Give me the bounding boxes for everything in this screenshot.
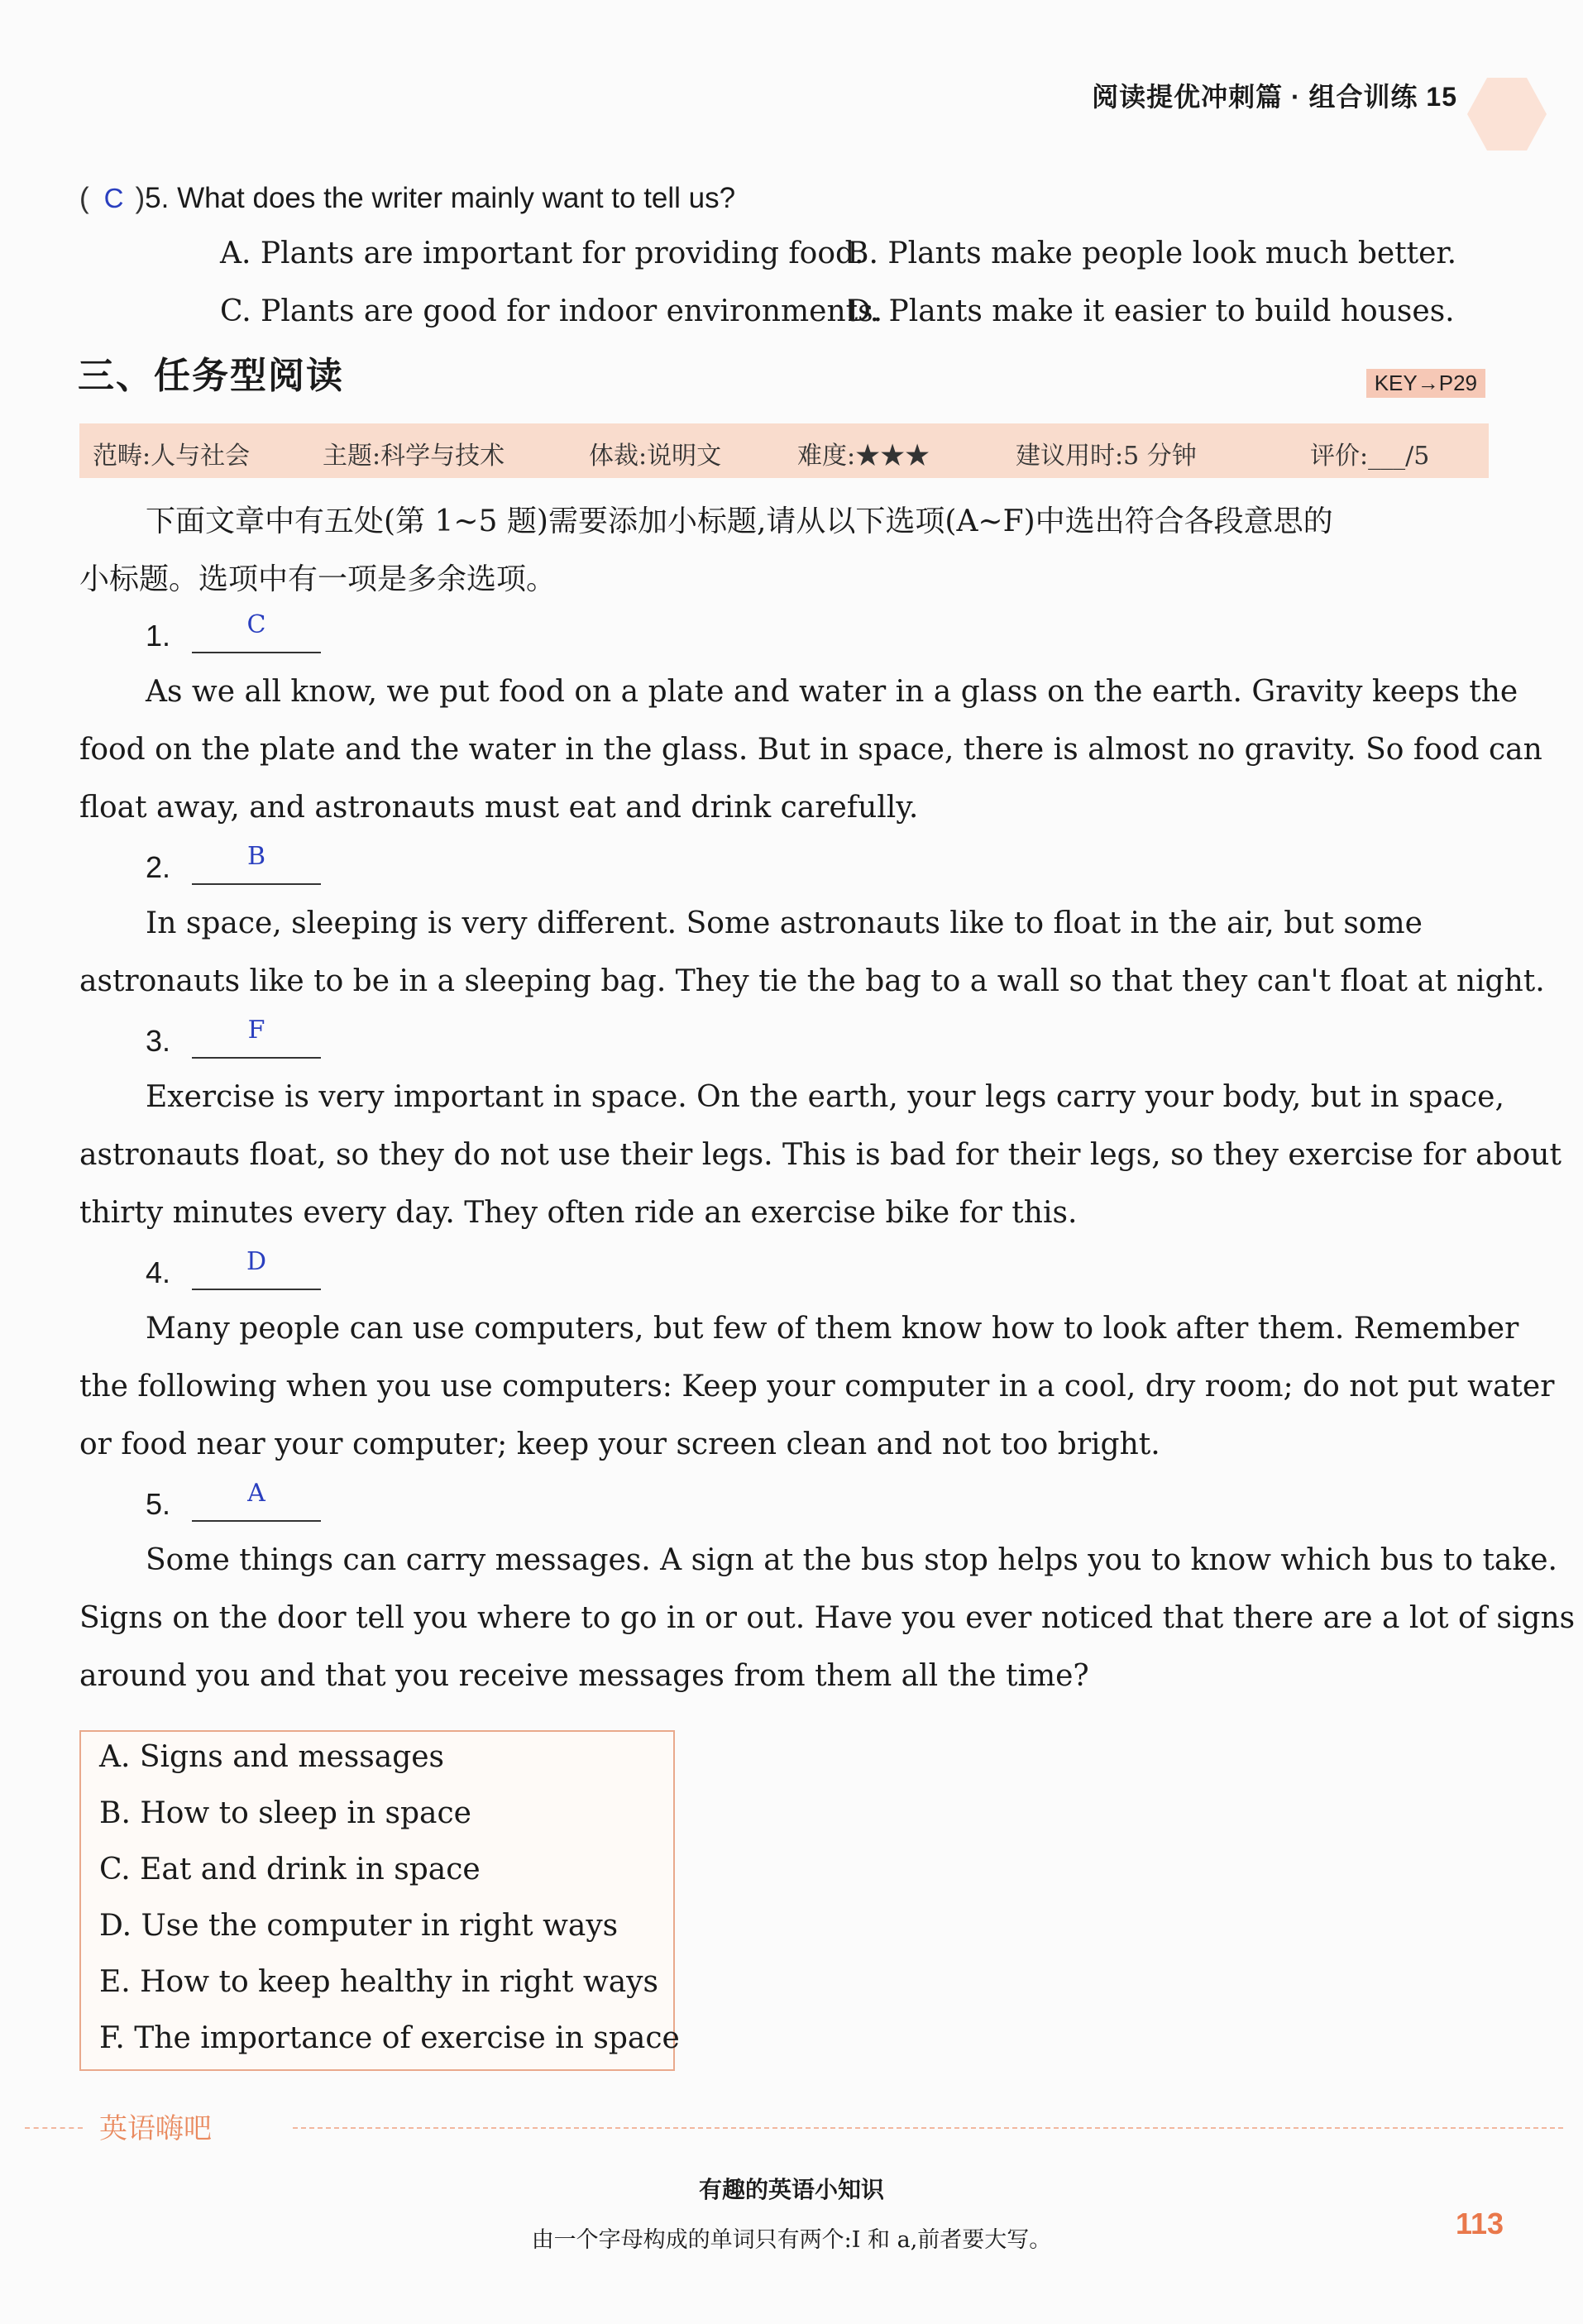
- item-2-line-2: astronauts like to be in a sleeping bag. They tie the bag to a wall so that they can't float at night.: [79, 964, 1545, 998]
- meta-time: 建议用时:5 分钟: [1016, 442, 1197, 471]
- heading-option-e: E. How to keep healthy in right ways: [99, 1965, 658, 1999]
- item-3-line-3: thirty minutes every day. They often ride an exercise bike for this.: [79, 1196, 1078, 1230]
- item-2-line-1: In space, sleeping is very different. Some astronauts like to float in the air, but some: [146, 906, 1423, 940]
- item-4-line-1: Many people can use computers, but few of them know how to look after them. Remember: [146, 1312, 1519, 1346]
- item-4-line-3: or food near your computer; keep your screen clean and not too bright.: [79, 1427, 1160, 1461]
- meta-genre: 体裁:说明文: [589, 442, 722, 471]
- instructions-line-1: 下面文章中有五处(第 1~5 题)需要添加小标题,请从以下选项(A~F)中选出符合各段意思的: [146, 504, 1333, 538]
- page-number: 113: [1456, 2207, 1504, 2240]
- item-5-line-1: Some things can carry messages. A sign at the bus stop helps you to know which bus to take.: [146, 1543, 1557, 1577]
- footer-tip-body: 由一个字母构成的单词只有两个:I 和 a,前者要大写。: [531, 2227, 1052, 2253]
- meta-category: 范畴:人与社会: [93, 442, 251, 471]
- question-5-options-row-2: [0, 294, 1583, 336]
- answer-key-tag: KEY→P29: [1366, 369, 1485, 398]
- item-5-number: 5.: [146, 1487, 171, 1521]
- option-d: D. Plants make it easier to build houses.: [847, 294, 1455, 328]
- footer-rule-right: [293, 2127, 1563, 2129]
- hexagon-badge-icon: [1467, 74, 1547, 154]
- option-c: C. Plants are good for indoor environments.: [220, 294, 883, 328]
- item-5-answer-blank: A: [192, 1479, 321, 1522]
- heading-option-b: B. How to sleep in space: [99, 1796, 471, 1830]
- item-1-line-3: float away, and astronauts must eat and drink carefully.: [79, 791, 919, 825]
- footer-rule-left: [25, 2127, 83, 2129]
- item-4-answer-blank: D: [192, 1247, 321, 1290]
- option-a: A. Plants are important for providing food.: [220, 237, 864, 270]
- meta-theme: 主题:科学与技术: [323, 442, 505, 471]
- exercise-meta-bar: [79, 423, 1489, 478]
- meta-difficulty: 难度:★★★: [797, 442, 930, 471]
- answer-close-paren: ): [135, 182, 146, 214]
- question-5: [79, 182, 735, 215]
- item-3-line-1: Exercise is very important in space. On the earth, your legs carry your body, but in space,: [146, 1080, 1504, 1114]
- question-5-answer: C: [103, 183, 124, 213]
- item-3-answer-blank: F: [192, 1016, 321, 1059]
- option-b: B. Plants make people look much better.: [847, 237, 1457, 270]
- instructions-line-2: 小标题。选项中有一项是多余选项。: [79, 562, 557, 596]
- heading-options-box: [79, 1730, 680, 2071]
- meta-score: 评价:___/5: [1310, 442, 1430, 471]
- heading-option-f: F. The importance of exercise in space: [99, 2021, 680, 2055]
- item-1-answer-blank: C: [192, 610, 321, 653]
- answer-open-paren: (: [79, 182, 89, 214]
- item-2-answer-blank: B: [192, 842, 321, 885]
- footer-tip-title: 有趣的英语小知识: [698, 2176, 884, 2203]
- item-5-line-3: around you and that you receive messages from them all the time?: [79, 1659, 1089, 1693]
- item-4-line-2: the following when you use computers: Keep your computer in a cool, dry room; do not put water: [79, 1370, 1555, 1403]
- footer-brand: 英语嗨吧: [99, 2112, 212, 2145]
- item-3-line-2: astronauts float, so they do not use their legs. This is bad for their legs, so they exercise for about: [79, 1138, 1561, 1172]
- item-4-number: 4.: [146, 1255, 171, 1289]
- question-5-stem: 5. What does the writer mainly want to tell us?: [145, 182, 736, 214]
- item-5-line-2: Signs on the door tell you where to go in or out. Have you ever noticed that there are a lot of signs: [79, 1601, 1576, 1635]
- item-1-number: 1.: [146, 619, 171, 653]
- heading-option-a: A. Signs and messages: [99, 1740, 445, 1774]
- item-3-number: 3.: [146, 1024, 171, 1058]
- section-title: 三、任务型阅读: [78, 355, 344, 397]
- heading-option-d: D. Use the computer in right ways: [99, 1909, 619, 1943]
- page-header-title: 阅读提优冲刺篇 · 组合训练 15: [1092, 82, 1457, 112]
- item-2-number: 2.: [146, 850, 171, 884]
- item-1-line-2: food on the plate and the water in the glass. But in space, there is almost no gravity. So food can: [79, 733, 1542, 767]
- heading-option-c: C. Eat and drink in space: [99, 1853, 481, 1886]
- question-5-options-row-1: [0, 237, 1583, 278]
- item-1-line-1: As we all know, we put food on a plate and water in a glass on the earth. Gravity keeps the: [146, 675, 1518, 709]
